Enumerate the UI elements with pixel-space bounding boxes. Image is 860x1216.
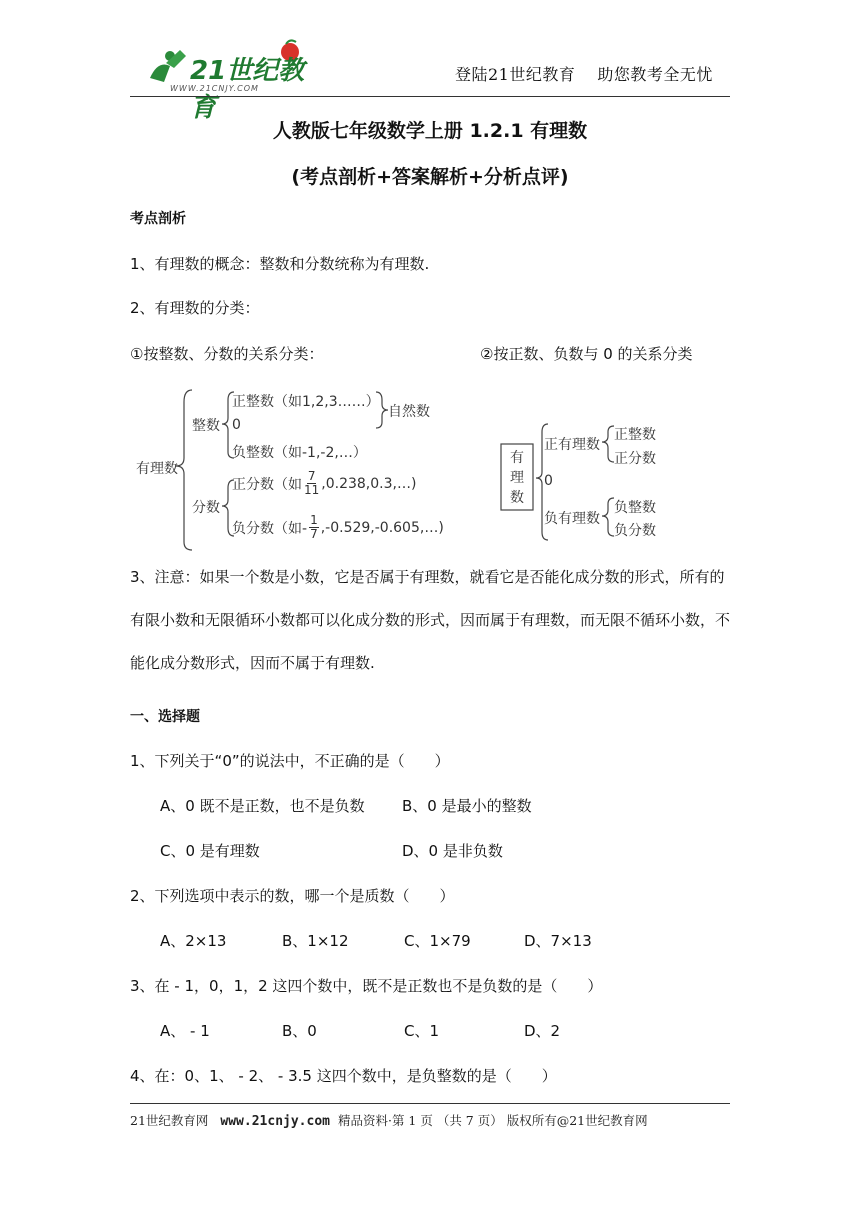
tree1-root: 有理数 bbox=[136, 461, 178, 477]
tree2-neg: 负有理数 bbox=[544, 511, 600, 527]
header-rule bbox=[130, 96, 730, 97]
logo-text: 21世纪教育 bbox=[190, 56, 305, 123]
frac-den: 11 bbox=[304, 483, 320, 497]
page-footer bbox=[130, 1111, 648, 1129]
classification-tree-2 bbox=[500, 420, 680, 545]
tree1-pos-frac-b: ,0.238,0.3,…) bbox=[321, 475, 417, 492]
question-4: 4、在：0、1、 - 2、 - 3.5 这四个数中，是负整数的是（ ） bbox=[130, 1067, 557, 1085]
tree2-zero: 0 bbox=[544, 473, 553, 489]
frac-den: 7 bbox=[310, 527, 318, 541]
q3-option-a: A、 - 1 bbox=[160, 1022, 210, 1040]
tree1-integer: 整数 bbox=[192, 418, 220, 434]
footer-rule bbox=[130, 1103, 730, 1104]
q1-option-a: A、0 既不是正数，也不是负数 bbox=[160, 797, 365, 815]
tree1-neg-int: 负整数（如-1,-2,…） bbox=[232, 445, 367, 461]
classification-tree-1 bbox=[130, 382, 480, 552]
q1-option-b: B、0 是最小的整数 bbox=[402, 797, 532, 815]
tree1-pos-frac bbox=[232, 470, 416, 497]
tree1-neg-frac-b: ,-0.529,-0.605,…) bbox=[320, 519, 444, 536]
tree1-pos-frac-a: 正分数（如 bbox=[232, 476, 302, 493]
analysis-heading: 考点剖析 bbox=[130, 211, 186, 227]
footer-url: www.21cnjy.com bbox=[220, 1114, 330, 1129]
slogan-1: 登陆21世纪教育 bbox=[455, 65, 576, 84]
tree2-root: 有理数 bbox=[510, 450, 524, 506]
question-3: 3、在 - 1，0，1，2 这四个数中，既不是正数也不是负数的是（ ） bbox=[130, 977, 603, 995]
tree2-neg-int: 负整数 bbox=[614, 500, 656, 516]
q2-option-d: D、7×13 bbox=[524, 932, 592, 950]
tree2-pos-frac: 正分数 bbox=[614, 451, 656, 467]
page-subtitle: (考点剖析+答案解析+分析点评) bbox=[291, 166, 569, 188]
frac-num: 1 bbox=[310, 513, 318, 527]
tree1-fraction: 分数 bbox=[192, 500, 220, 516]
para-3-right: ②按正数、负数与 0 的关系分类 bbox=[480, 345, 693, 363]
tree2-pos: 正有理数 bbox=[544, 437, 600, 453]
q3-option-b: B、0 bbox=[282, 1022, 317, 1040]
q2-option-c: C、1×79 bbox=[404, 932, 471, 950]
q3-option-d: D、2 bbox=[524, 1022, 561, 1040]
footer-site: 21世纪教育网 bbox=[130, 1113, 209, 1128]
frac-num: 7 bbox=[307, 469, 316, 483]
q1-option-d: D、0 是非负数 bbox=[402, 842, 503, 860]
para-1: 1、有理数的概念：整数和分数统称为有理数. bbox=[130, 255, 430, 273]
note-paragraph: 3、注意：如果一个数是小数，它是否属于有理数，就看它是否能化成分数的形式，所有的有限小数和无限循环小数都可以化成分数的形式，因而属于有理数，而无限不循环小数，不能化成分数形式，因而不属于有理数. bbox=[130, 568, 731, 672]
q3-option-c: C、1 bbox=[404, 1022, 440, 1040]
fraction-7-11 bbox=[304, 470, 319, 497]
tree2-neg-frac: 负分数 bbox=[614, 523, 656, 539]
fraction-1-7 bbox=[309, 514, 319, 541]
header-slogan bbox=[455, 62, 713, 85]
page-title: 人教版七年级数学上册 1.2.1 有理数 bbox=[272, 120, 588, 142]
q1-option-c: C、0 是有理数 bbox=[160, 842, 260, 860]
question-2: 2、下列选项中表示的数，哪一个是质数（ ） bbox=[130, 887, 455, 905]
tree1-natural: 自然数 bbox=[388, 404, 430, 420]
logo-url: WWW.21CNJY.COM bbox=[170, 84, 259, 93]
tree1-neg-frac-a: 负分数（如- bbox=[232, 520, 308, 537]
question-1: 1、下列关于“0”的说法中，不正确的是（ ） bbox=[130, 752, 450, 770]
site-logo bbox=[140, 38, 315, 123]
para-2: 2、有理数的分类： bbox=[130, 299, 260, 317]
q2-option-b: B、1×12 bbox=[282, 932, 349, 950]
footer-page-info: 精品资料·第 1 页 （共 7 页） 版权所有@21世纪教育网 bbox=[337, 1113, 648, 1128]
choice-heading: 一、选择题 bbox=[130, 709, 200, 725]
para-3-left: ①按整数、分数的关系分类： bbox=[130, 345, 324, 363]
slogan-2: 助您教考全无忧 bbox=[597, 65, 713, 84]
tree1-zero: 0 bbox=[232, 417, 241, 433]
tree1-neg-frac bbox=[232, 514, 444, 541]
tree2-pos-int: 正整数 bbox=[614, 427, 656, 443]
tree1-pos-int: 正整数（如1,2,3……） bbox=[232, 394, 380, 410]
q2-option-a: A、2×13 bbox=[160, 932, 227, 950]
